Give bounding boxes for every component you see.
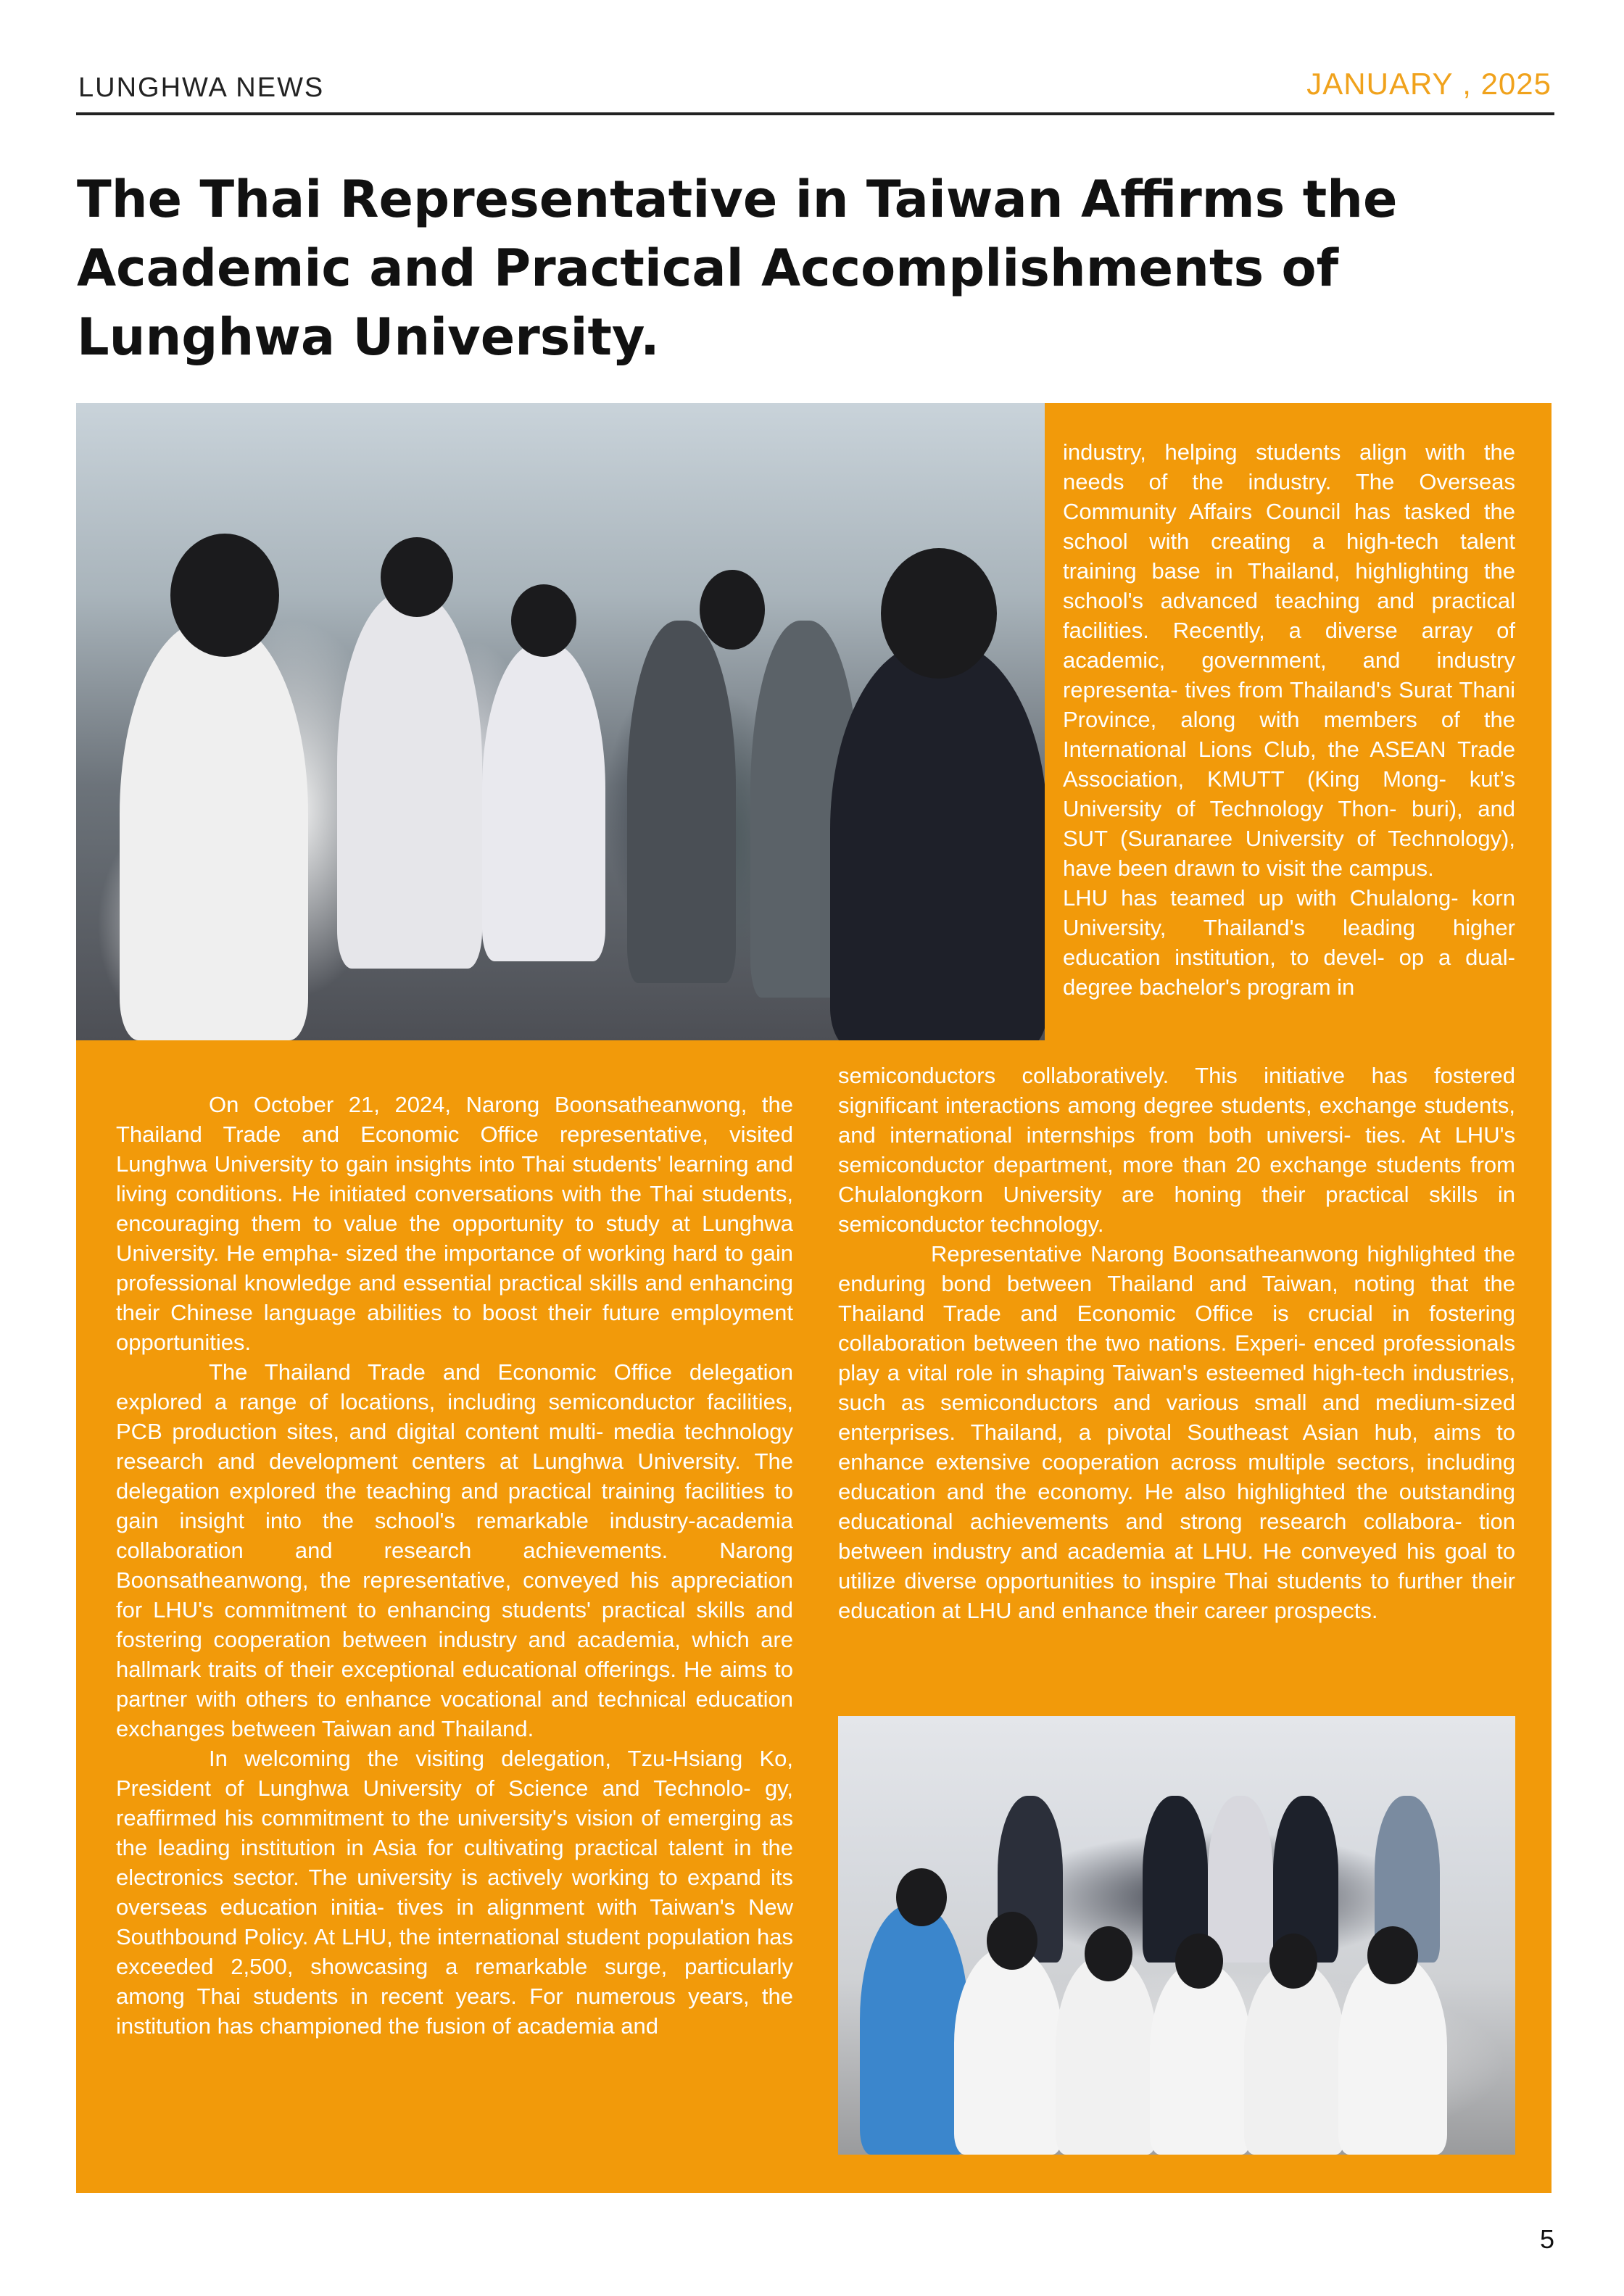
photo-head — [170, 534, 279, 657]
photo-figure — [1244, 1963, 1346, 2155]
photo-figure — [1208, 1796, 1273, 1963]
article-title: The Thai Representative in Taiwan Affirms the Academic and Practical Accomplishments of Lunghwa University. — [77, 170, 1398, 367]
photo-head — [987, 1912, 1037, 1970]
photo-figure — [860, 1905, 969, 2155]
photo-head — [896, 1868, 947, 1926]
photo-figure — [1338, 1955, 1447, 2155]
photo-head — [1175, 1934, 1223, 1989]
paragraph: Representative Narong Boonsatheanwong highlighted the enduring bond between Thailand and Taiwan, noting that the Thailand Trade and Economic Office is crucial in fostering collaboration between the two nations. Experi- enced professionals play a vital role in shaping Taiwan's esteemed high-tech industries, such as semiconductors and various small and medium-sized enterprises. Thailand, a pivotal Southeast Asian hub, aims to enhance extensive cooperation across multiple sectors, including education and the economy. He also highlighted the outstanding educational achievements and strong research collabora- tion between industry and academia at LHU. He conveyed his goal to utilize diverse opportunities to inspire Thai students to further their education at LHU and enhance their career prospects. — [838, 1241, 1515, 1623]
photo-figure — [954, 1948, 1063, 2155]
article-right-column-top — [1063, 437, 1515, 1002]
photo-head — [511, 584, 576, 657]
paragraph: The Thailand Trade and Economic Office delegation explored a range of locations, including semiconductor facilities, PCB production sites, and digital content multi- media technology research and development centers at Lunghwa University. The delegation explored the teaching and practical training facilities to gain insight into the school's remarkable industry-academia collaboration and research achievements. Narong Boonsatheanwong, the representative, conveyed his appreciation for LHU's commitment to enhancing students' practical skills and fostering cooperation between industry and academia, which are hallmark traits of their exceptional educational offerings. He aims to partner with others to enhance vocational and technical education exchanges between Taiwan and Thailand. — [116, 1359, 793, 1741]
photo-figure — [482, 642, 605, 961]
photo-figure — [337, 592, 482, 969]
paragraph: industry, helping students align with the needs of the industry. The Overseas Community Affairs Council has tasked the school with creating a high-tech talent training base in Thailand, highlighting the school's advanced teaching and practical facilities. Recently, a diverse array of academic, government, and industry representa- tives from Thailand's Surat Thani Province, along with members of the International Lions Club, the ASEAN Trade Association, KMUTT (King Mong- kut’s University of Technology Thon- buri), and SUT (Suranaree University of Technology), have been drawn to visit the campus. — [1063, 439, 1515, 881]
paragraph: On October 21, 2024, Narong Boonsatheanwong, the Thailand Trade and Economic Office representative, visited Lunghwa University to gain insights into Thai students' learning and living conditions. He initiated conversations with the Thai students, encouraging them to value the opportunity to study at Lunghwa University. He empha- sized the importance of working hard to gain professional knowledge and essential practical skills and enhancing their Chinese language abilities to boost their future employment opportunities. — [116, 1092, 793, 1355]
group-photo — [838, 1716, 1515, 2155]
paragraph: LHU has teamed up with Chulalong- korn University, Thailand's leading higher education institution, to devel- op a dual-degree bachelor's program in — [1063, 885, 1515, 1000]
page-number: 5 — [1539, 2224, 1554, 2254]
article-left-column — [116, 1090, 793, 2041]
header-date: JANUARY , 2025 — [1306, 67, 1552, 101]
photo-figure — [120, 621, 308, 1040]
photo-head — [1085, 1926, 1132, 1981]
photo-figure — [830, 642, 1045, 1040]
header-rule — [76, 112, 1554, 115]
photo-head — [700, 570, 765, 650]
photo-head — [381, 537, 453, 617]
photo-figure — [627, 621, 736, 983]
photo-figure — [1150, 1963, 1251, 2155]
photo-head — [1367, 1926, 1418, 1984]
photo-head — [881, 548, 997, 679]
photo-figure — [1056, 1955, 1157, 2155]
header-publication: LUNGHWA NEWS — [78, 72, 325, 103]
paragraph: semiconductors collaboratively. This initiative has fostered significant interactions among degree students, exchange students, and international internships from both universi- ties. At LHU's semiconductor department, more than 20 exchange students from Chulalongkorn University are honing their practical skills in semiconductor technology. — [838, 1063, 1515, 1237]
photo-head — [1269, 1934, 1317, 1989]
article-right-column-bottom — [838, 1061, 1515, 1625]
delegation-lab-photo — [76, 403, 1045, 1040]
paragraph: In welcoming the visiting delegation, Tzu-Hsiang Ko, President of Lunghwa University of Science and Technolo- gy, reaffirmed his commitment to the university's vision of emerging as the leading institution in Asia for cultivating practical talent in the electronics sector. The university is actively working to expand its overseas education initia- tives in alignment with Taiwan's New Southbound Policy. At LHU, the international student population has exceeded 2,500, showcasing a remarkable surge, particularly among Thai students in recent years. For numerous years, the institution has championed the fusion of academia and — [116, 1746, 793, 2039]
